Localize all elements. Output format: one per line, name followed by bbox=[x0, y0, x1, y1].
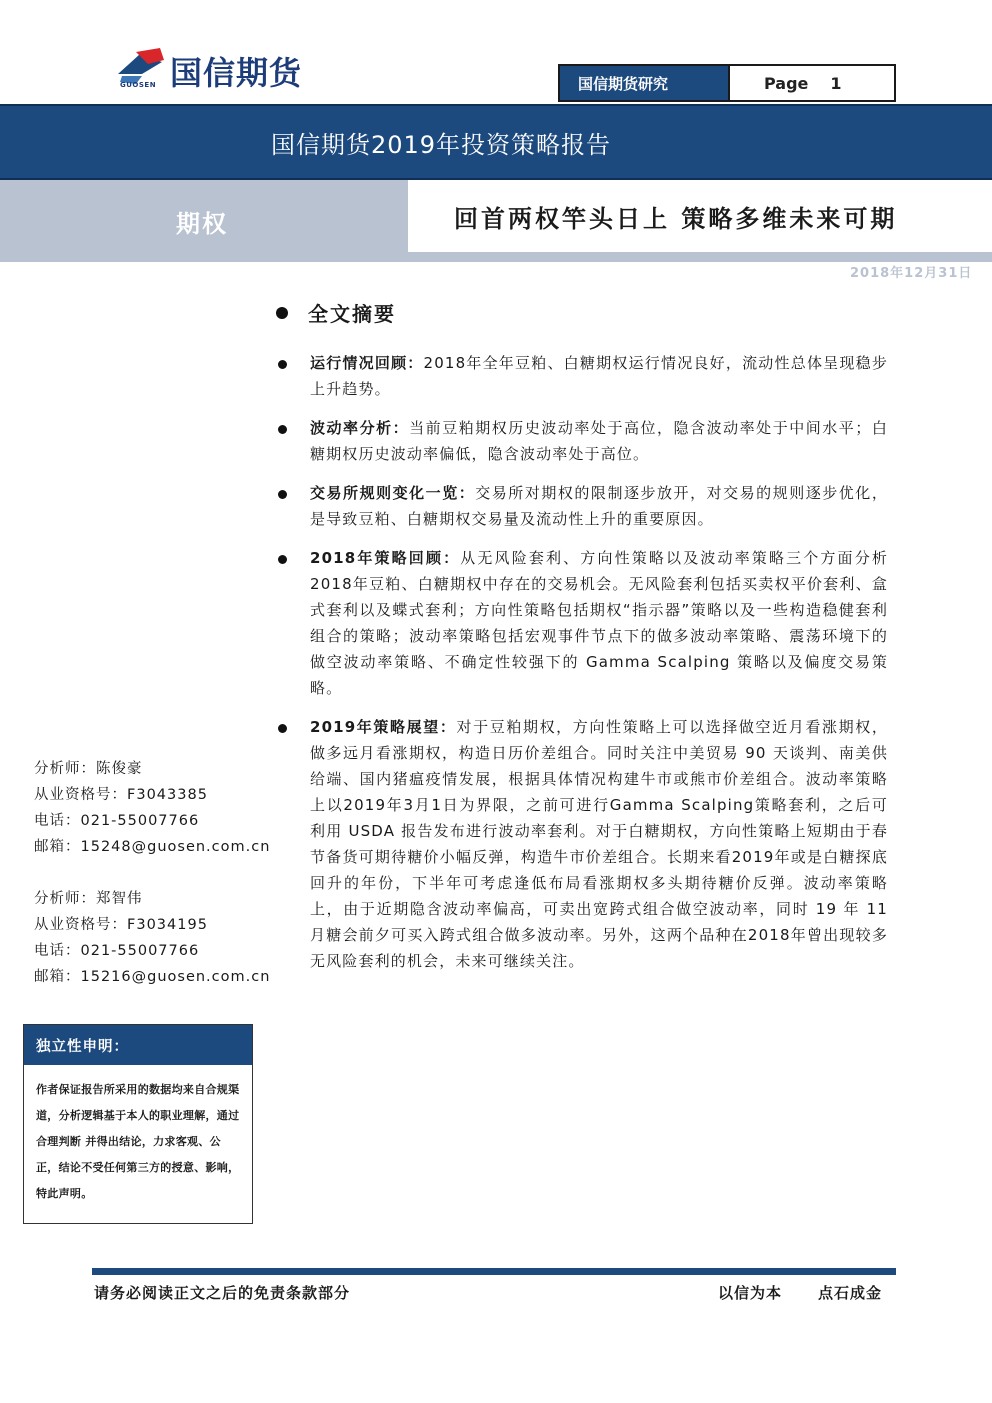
summary-item bbox=[276, 545, 888, 701]
report-title-band bbox=[0, 104, 992, 180]
report-date: 2018年12月31日 bbox=[850, 266, 973, 281]
item-text: 从无风险套利、方向性策略以及波动率策略三个方面分析2018年豆粕、白糖期权中存在的交易机会。无风险套利包括买卖权平价套利、盒式套利以及蝶式套利；方向性策略包括期权“指示器”策略以及一些构造稳健套利组合的策略；波动率策略包括宏观事件节点下的做多波动率策略、震荡环境下的做空波动率策略、不确定性较强下的 Gamma Scalping 策略以及偏度交易策略。 bbox=[310, 549, 888, 697]
analyst-name: 分析师：郑智伟 bbox=[34, 891, 143, 907]
logo-name: 国信期货 bbox=[170, 54, 303, 92]
page-label: Page bbox=[764, 73, 809, 93]
analyst-cert: 从业资格号：F3034195 bbox=[34, 917, 208, 933]
independence-declaration bbox=[23, 1024, 253, 1224]
company-logo bbox=[116, 44, 356, 94]
summary-title: 全文摘要 bbox=[308, 302, 396, 326]
bullet-icon bbox=[278, 724, 287, 733]
analyst-name: 分析师：陈俊豪 bbox=[34, 761, 143, 777]
category-label: 期权 bbox=[176, 209, 228, 238]
bullet-icon bbox=[278, 360, 287, 369]
item-label: 交易所规则变化一览： bbox=[310, 484, 476, 502]
analyst-phone: 电话：021-55007766 bbox=[34, 813, 200, 829]
page-indicator bbox=[728, 66, 894, 100]
logo-subtext: GUOSEN bbox=[120, 81, 157, 89]
item-text: 2018年全年豆粕、白糖期权运行情况良好，流动性总体呈现稳步上升趋势。 bbox=[310, 354, 888, 398]
analyst-phone: 电话：021-55007766 bbox=[34, 943, 200, 959]
category-panel bbox=[0, 180, 408, 262]
motto-1: 以信为本 bbox=[718, 1284, 783, 1302]
headline-panel bbox=[408, 180, 992, 252]
item-label: 2019年策略展望： bbox=[310, 718, 457, 736]
item-label: 运行情况回顾： bbox=[310, 354, 424, 372]
research-tag: 国信期货研究 bbox=[560, 66, 728, 100]
bullet-icon bbox=[278, 555, 287, 564]
item-text: 对于豆粕期权，方向性策略上可以选择做空近月看涨期权，做多远月看涨期权，构造日历价差组合。同时关注中美贸易 90 天谈判、南美供给端、国内猪瘟疫情发展，根据具体情况构建牛市或熊市价差组合。波动率策略上以2019年3月1日为界限，之前可进行Gamma Scalping策略套利，之后可利用 USDA 报告发布进行波动率套利。对于白糖期权，方向性策略上短期由于春节备货可期待糖价小幅反弹，构造牛市价差组合。长期来看2019年或是白糖探底回升的年份，下半年可考虑逢低布局看涨期权多头期待糖价反弹。波动率策略上，由于近期隐含波动率偏高，可卖出宽跨式组合做空波动率，同时 19 年 11 月糖会前夕可买入跨式组合做多波动率。另外，这两个品种在2018年曾出现较多无风险套利的机会，未来可继续关注。 bbox=[310, 718, 888, 970]
research-page-tag bbox=[558, 64, 896, 102]
report-title: 国信期货2019年投资策略报告 bbox=[270, 130, 612, 159]
analyst-card bbox=[34, 756, 274, 860]
bullet-icon bbox=[276, 307, 288, 319]
summary-list bbox=[276, 350, 888, 987]
footer-rule bbox=[92, 1268, 896, 1275]
bullet-icon bbox=[278, 490, 287, 499]
declaration-body: 作者保证报告所采用的数据均来自合规渠道，分析逻辑基于本人的职业理解，通过合理判断 并得出结论，力求客观、公正，结论不受任何第三方的授意、影响，特此声明。 bbox=[36, 1083, 240, 1200]
summary-item bbox=[276, 350, 888, 402]
footer-disclaimer: 请务必阅读正文之后的免责条款部分 bbox=[94, 1284, 351, 1302]
footer-motto bbox=[718, 1282, 882, 1303]
summary-item bbox=[276, 415, 888, 467]
page-number: 1 bbox=[830, 73, 842, 93]
motto-2: 点石成金 bbox=[818, 1284, 883, 1302]
analyst-cert: 从业资格号：F3043385 bbox=[34, 787, 208, 803]
item-label: 波动率分析： bbox=[310, 419, 410, 437]
item-label: 2018年策略回顾： bbox=[310, 549, 461, 567]
date-band bbox=[408, 252, 992, 262]
item-text: 当前豆粕期权历史波动率处于高位，隐含波动率处于中间水平；白糖期权历史波动率偏低，隐含波动率处于高位。 bbox=[310, 419, 888, 463]
analyst-card bbox=[34, 886, 274, 990]
summary-heading bbox=[276, 298, 396, 327]
summary-item bbox=[276, 714, 888, 974]
analyst-email: 邮箱：15216@guosen.com.cn bbox=[34, 969, 271, 985]
declaration-heading: 独立性申明： bbox=[24, 1025, 252, 1065]
headline: 回首两权竿头日上 策略多维未来可期 bbox=[454, 203, 898, 233]
item-text: 交易所对期权的限制逐步放开，对交易的规则逐步优化，是导致豆粕、白糖期权交易量及流动性上升的重要原因。 bbox=[310, 484, 888, 528]
bullet-icon bbox=[278, 425, 287, 434]
summary-item bbox=[276, 480, 888, 532]
analyst-email: 邮箱：15248@guosen.com.cn bbox=[34, 839, 271, 855]
